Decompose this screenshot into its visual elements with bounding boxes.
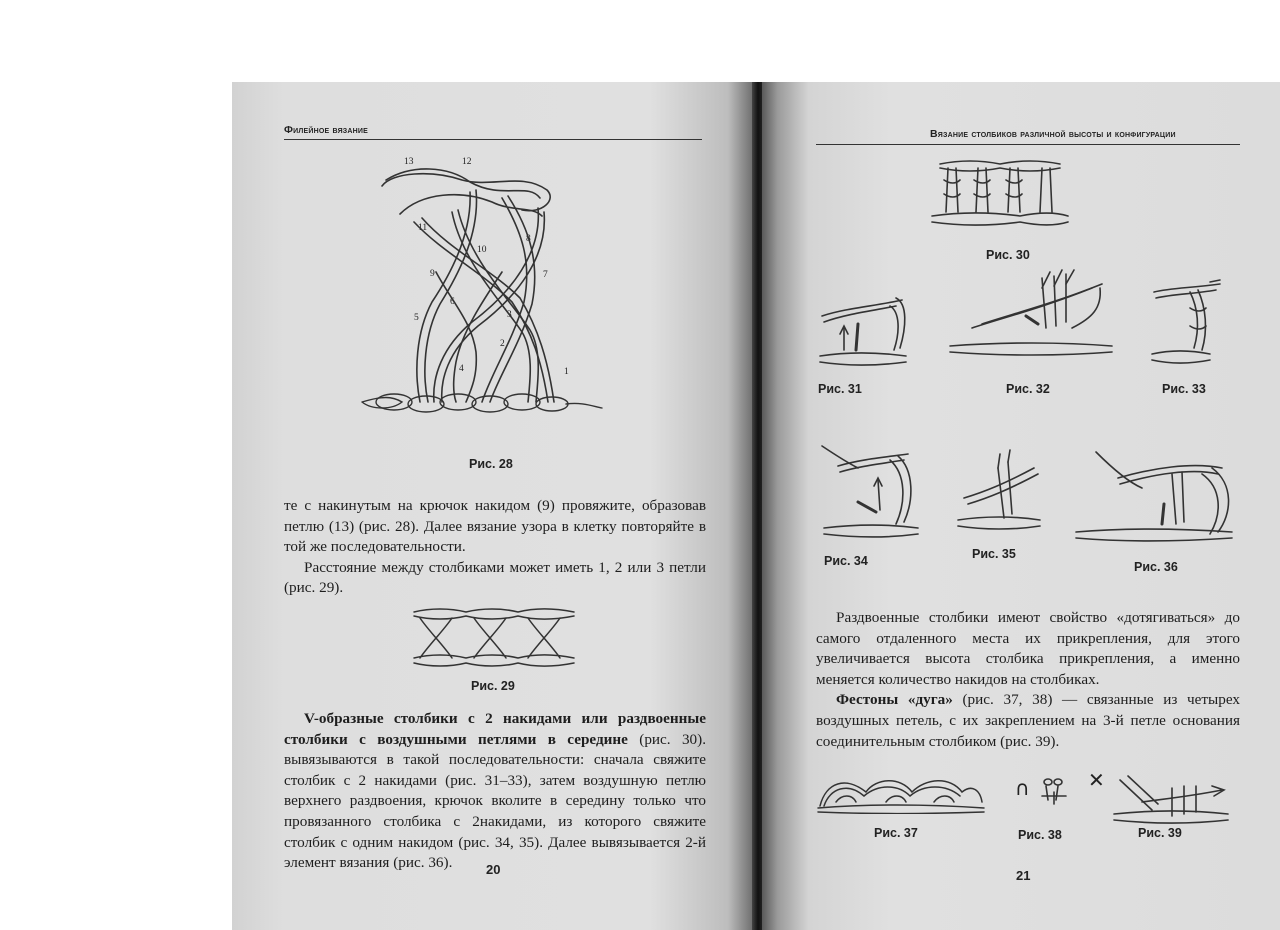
fig31-caption: Рис. 31: [818, 382, 862, 396]
right-page: [762, 82, 1280, 930]
fig28-label-4: 4: [459, 364, 464, 374]
fig38-arc-symbol: ∩: [1015, 776, 1030, 800]
fig29-caption: Рис. 29: [471, 679, 515, 693]
fig39-caption: Рис. 39: [1138, 826, 1182, 840]
fig28-label-1: 1: [564, 367, 569, 377]
fig28-label-9: 9: [430, 269, 435, 279]
left-paragraph-1: те с накинутым на крючок накидом (9) провяжите, образовав петлю (13) (рис. 28). Далее вязание узора в клетку повторяйте в той же последовательности.: [284, 497, 706, 556]
right-paragraph-1: Раздвоенные столбики имеют свойство «дотягиваться» до самого отдаленного места их прикрепления, для этого увеличивается высота столбика прикрепления, а именно меняется количество накидов на столбиках.: [816, 609, 1240, 688]
figure-39-illustration: [1112, 772, 1232, 826]
fig33-caption: Рис. 33: [1162, 382, 1206, 396]
left-page: [232, 82, 754, 930]
figure-30-illustration: [930, 160, 1070, 232]
figure-29-illustration: [410, 606, 580, 668]
right-page-number: 21: [1016, 868, 1031, 883]
left-paragraph-3-rest: (рис. 30). вывязываются в такой последовательности: сначала свяжите столбик с 2 накидами (рис. 31–33), затем воздушную петлю верхнего раздвоения, крючок вколите в середину только что провязанного столбика с 2накидами, из которого свяжите столбик с одним накидом (рис. 34, 35). Далее вывязывается 2-й элемент вязания (рис. 36).: [284, 730, 706, 872]
fig38-caption: Рис. 38: [1018, 828, 1062, 842]
figure-28-illustration: [352, 152, 612, 442]
fig35-caption: Рис. 35: [972, 547, 1016, 561]
fig28-label-10: 10: [477, 245, 487, 255]
right-paragraph-2-rest: (рис. 37, 38) — связанные из четырех воздушных петель, с их закреплением на 3-й петле основания соединительным столбиком (рис. 39).: [816, 691, 1240, 750]
fig32-caption: Рис. 32: [1006, 382, 1050, 396]
fig28-label-8: 8: [526, 234, 531, 244]
figure-33-illustration: [1150, 278, 1230, 368]
right-paragraph-2-bold: Фестоны «дуга»: [836, 691, 953, 709]
right-running-head: Вязание столбиков различной высоты и конфигурации: [930, 128, 1176, 140]
left-header-rule: [284, 139, 702, 140]
fig34-caption: Рис. 34: [824, 554, 868, 568]
figure-32-illustration: [942, 268, 1122, 358]
left-text-block-2: [284, 709, 706, 874]
left-page-number: 20: [486, 862, 501, 877]
fig28-label-3: 3: [507, 310, 512, 320]
fig28-label-5: 5: [414, 313, 419, 323]
fig30-caption: Рис. 30: [986, 248, 1030, 262]
figure-37-illustration: [816, 772, 986, 814]
left-paragraph-3-bold: V-образные столбики с 2 накидами или раздвоенные столбики с воздушными петлями в середине: [284, 710, 706, 748]
fig36-caption: Рис. 36: [1134, 560, 1178, 574]
fig38-cross-symbol: ✕: [1088, 768, 1105, 792]
fig28-label-13: 13: [404, 157, 414, 167]
figure-36-illustration: [1072, 444, 1242, 544]
right-header-rule: [816, 144, 1240, 145]
fig28-label-11: 11: [418, 223, 428, 233]
left-paragraph-2: Расстояние между столбиками может иметь 1, 2 или 3 петли (рис. 29).: [284, 558, 706, 597]
figure-31-illustration: [816, 288, 916, 368]
figure-38-stitch-symbol: [1040, 776, 1070, 806]
fig28-label-12: 12: [462, 157, 472, 167]
figure-34-illustration: [818, 440, 928, 540]
book-spread: [232, 82, 1280, 930]
fig28-label-7: 7: [543, 270, 548, 280]
left-running-head: Филейное вязание: [284, 124, 368, 136]
right-text-block: [816, 608, 1240, 752]
fig28-label-2: 2: [500, 339, 505, 349]
fig37-caption: Рис. 37: [874, 826, 918, 840]
figure-35-illustration: [954, 448, 1044, 538]
fig28-caption: Рис. 28: [469, 457, 513, 471]
fig28-label-6: 6: [450, 297, 455, 307]
left-text-block-1: [284, 496, 706, 599]
